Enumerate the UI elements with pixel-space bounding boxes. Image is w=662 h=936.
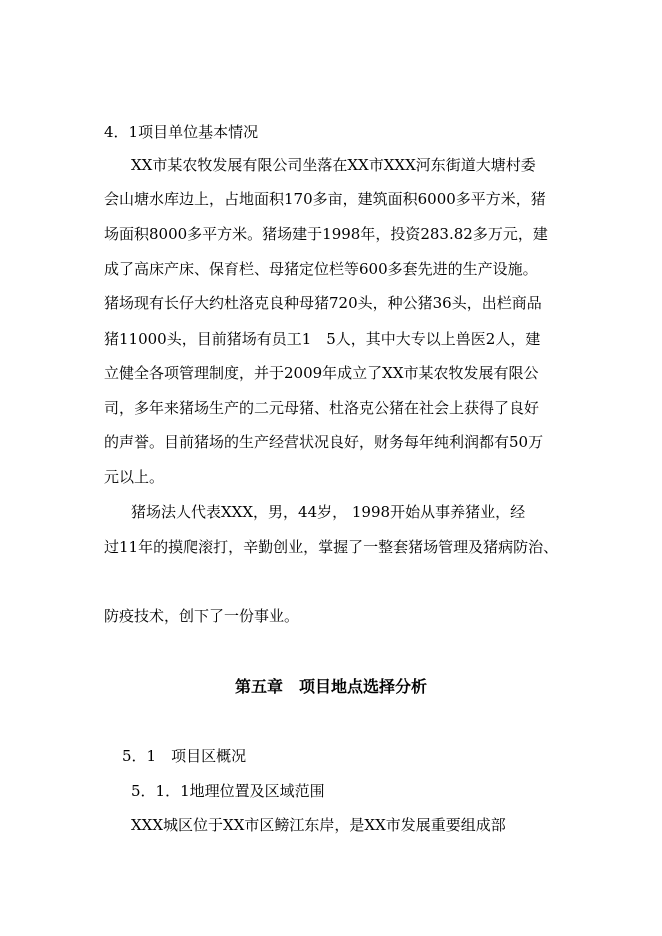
paragraph-line: 场面积8000多平方米。猪场建于1998年，投资283.82多万元，建: [104, 225, 548, 243]
paragraph-line: 过11年的摸爬滚打，辛勤创业，掌握了一整套猪场管理及猪病防治、: [104, 538, 559, 556]
paragraph-line: XXX城区位于XX市区鳑江东岸，是XX市发展重要组成部: [131, 816, 506, 834]
paragraph-line: 成了高床产床、保育栏、母猪定位栏等600多套先进的生产设施。: [104, 260, 538, 278]
paragraph-line: 元以上。: [104, 468, 165, 486]
paragraph-line: 猪场现有长仔大约杜洛克良种母猪720头，种公猪36头，出栏商品: [104, 294, 542, 312]
chapter-title: 第五章 项目地点选择分析: [234, 677, 427, 696]
paragraph-line: 防疫技术，创下了一份事业。: [104, 607, 300, 625]
section-5-1-title: 5．1 项目区概况: [122, 747, 247, 765]
paragraph-line: 猪11000头，目前猪场有员工1 5人，其中大专以上兽医2人，建: [104, 330, 541, 348]
paragraph-line: XX市某农牧发展有限公司坐落在XX市XXX河东街道大塘村委: [131, 156, 536, 174]
paragraph-line: 立健全各项管理制度，并于2009年成立了XX市某农牧发展有限公: [104, 364, 539, 382]
paragraph-line: 的声誉。目前猪场的生产经营状况良好，财务每年纯利润都有50万: [104, 433, 544, 451]
paragraph-line: 司，多年来猪场生产的二元母猪、杜洛克公猪在社会上获得了良好: [104, 399, 540, 417]
paragraph-line: 会山塘水库边上，占地面积170多亩，建筑面积6000多平方米，猪: [104, 190, 546, 208]
section-4-1-title: 4．1项目单位基本情况: [104, 123, 259, 141]
paragraph-line: 猪场法人代表XXX，男，44岁， 1998开始从事养猪业，经: [131, 503, 526, 521]
section-5-1-1-title: 5．1．1地理位置及区域范围: [131, 782, 325, 800]
